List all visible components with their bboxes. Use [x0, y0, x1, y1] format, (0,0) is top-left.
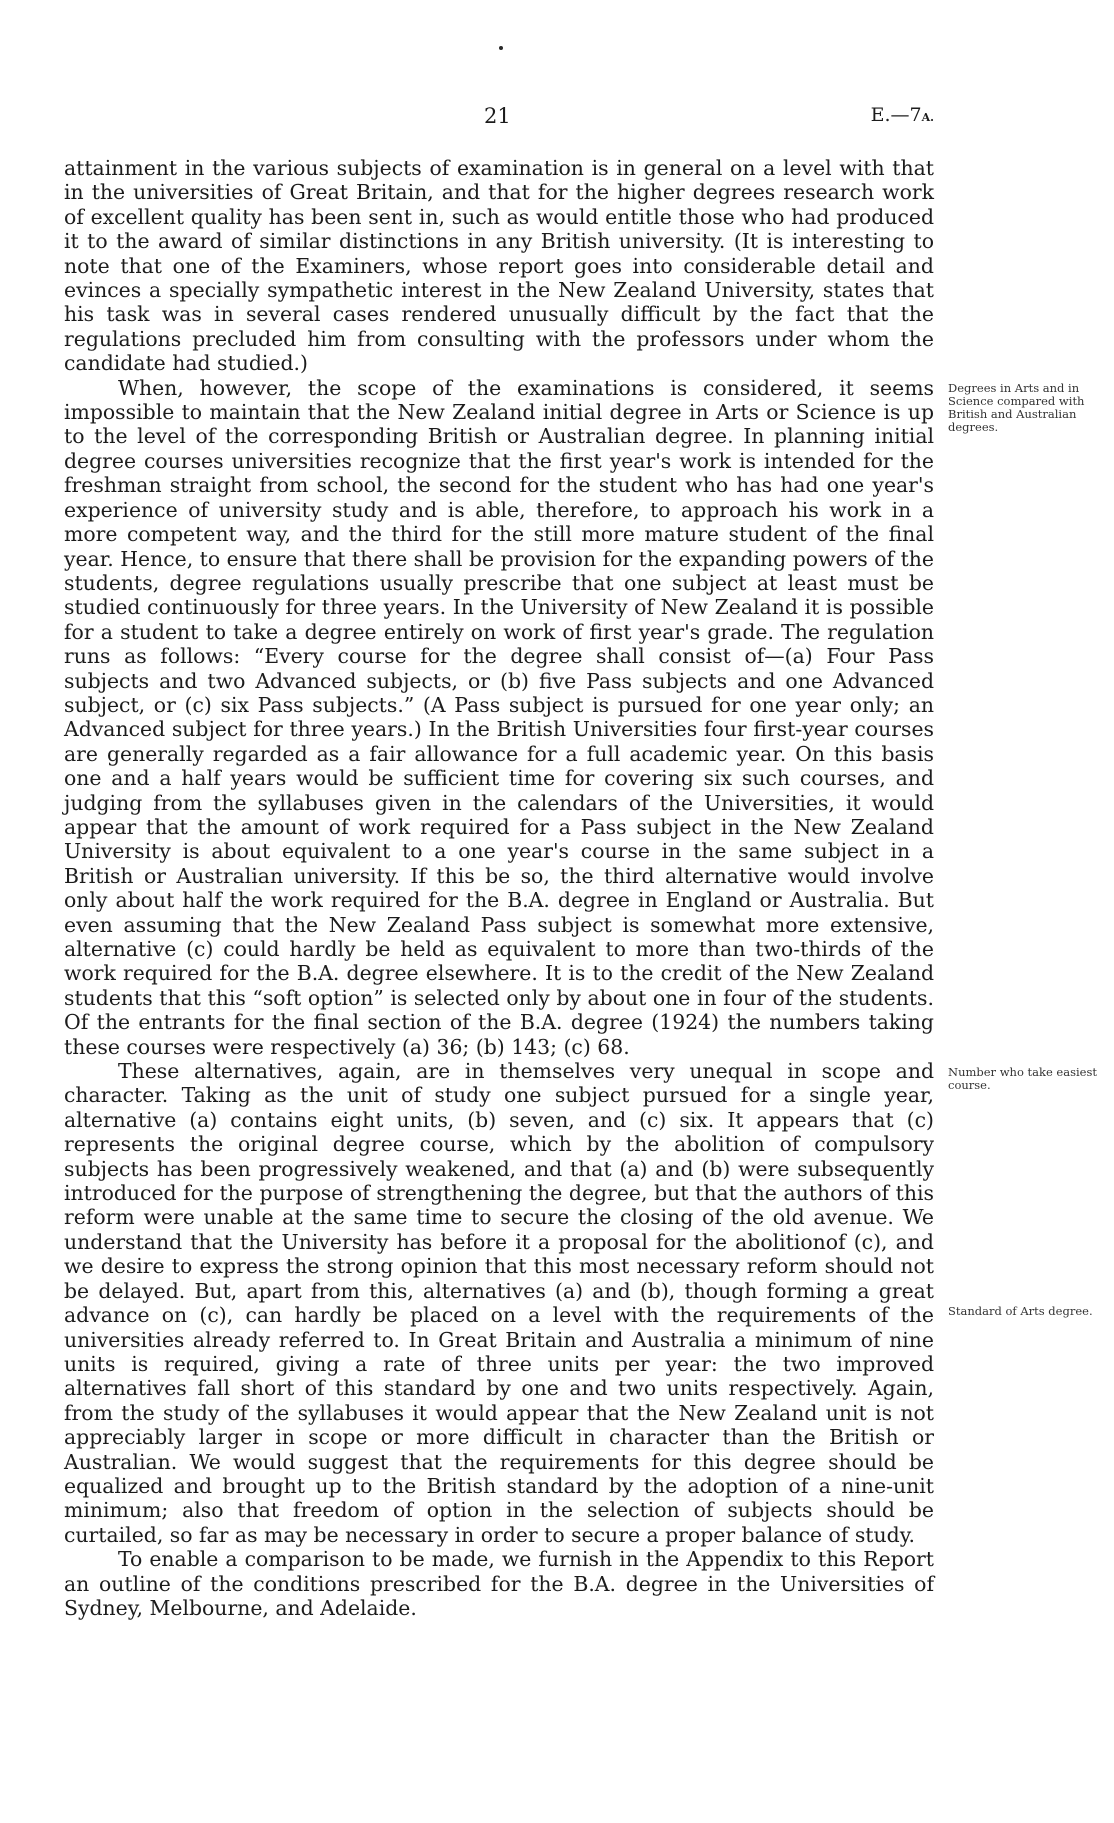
paragraph-attainment: attainment in the various subjects of examination is in general on a level with that in the universities of Great Britain, and that for the higher degrees research work of excellent quality has been sent in, such as would entitle those who had produced it to the award of similar distinctions in any British university. (It is interesting to note that one of the Examiners, whose report goes into considerable detail and evinces a specially sympathetic interest in the New Zealand University, states that his task was in several cases rendered unusually difficult by the fact that the regulations precluded him from consulting with the professors under whom the candidate had studied.)	[64, 156, 934, 376]
document-reference	[871, 104, 934, 126]
margin-note-standard-of-arts: Standard of Arts degree.	[948, 1304, 1093, 1318]
margin-note-easiest-course: Number who take easiest course.	[948, 1065, 1098, 1092]
paragraph-scope-of-examinations: When, however, the scope of the examinations is considered, it seems impossible to maintain that the New Zealand initial degree in Arts or Science is up to the level of the corresponding British or Australian degree. In planning initial degree courses universities recognize that the first year's work is intended for the freshman straight from school, the second for the student who has had one year's experience of university study and is able, therefore, to approach his work in a more competent way, and the third for the still more mature student of the final year. Hence, to ensure that there shall be provision for the expanding powers of the students, degree regulations usually prescribe that one subject at least must be studied continuously for three years. In the University of New Zealand it is possible for a student to take a degree entirely on work of first year's grade. The regulation runs as follows: “Every course for the degree shall consist of—(a) Four Pass subjects and two Advanced subjects, or (b) five Pass subjects and one Advanced subject, or (c) six Pass subjects.” (A Pass subject is pursued for one year only; an Advanced subject for three years.) In the British Universities four first-year courses are generally regarded as a fair allowance for a full academic year. On this basis one and a half years would be sufficient time for covering six such courses, and judging from the syllabuses given in the calendars of the Universities, it would appear that the amount of work required for a Pass subject in the New Zealand University is about equivalent to a one year's course in the same subject in a British or Australian university. If this be so, the third alternative would involve only about half the work required for the B.A. degree in England or Australia. But even assuming that the New Zealand Pass subject is somewhat more extensive, alternative (c) could hardly be held as equivalent to more than two-thirds of the work required for the B.A. degree elsewhere. It is to the credit of the New Zealand students that this “soft option” is selected only by about one in four of the students. Of the entrants for the final section of the B.A. degree (1924) the numbers taking these courses were respectively (a) 36; (b) 143; (c) 68.	[64, 375, 934, 1059]
page-header	[64, 104, 934, 134]
margin-note-degrees-compared: Degrees in Arts and in Science compared with British and Australian degrees.	[948, 381, 1085, 434]
top-dot-mark	[499, 46, 503, 50]
main-text-column	[64, 156, 934, 1620]
paragraph-comparison-appendix: To enable a comparison to be made, we furnish in the Appendix to this Report an outline of the conditions prescribed for the B.A. degree in the Universities of Sydney, Melbourne, and Adelaide.	[64, 1547, 934, 1620]
page-number: 21	[484, 104, 511, 128]
document-reference-main: E.—7	[870, 104, 922, 126]
paragraph-alternatives: These alternatives, again, are in themselves very unequal in scope and character. Taking as the unit of study one subject pursued for a single year, alternative (a) contains eight units, (b) seven, and (c) six. It appears that (c) represents the original degree course, which by the abolition of compulsory subjects has been progressively weakened, and that (a) and (b) were subsequently introduced for the purpose of strengthening the degree, but that the authors of this reform were unable at the same time to secure the closing of the old avenue. We understand that the University has before it a proposal for the abolitionof (c), and we desire to express the strong opinion that this most necessary reform should not be delayed. But, apart from this, alternatives (a) and (b), though forming a great advance on (c), can hardly be placed on a level with the requirements of the universities already referred to. In Great Britain and Australia a minimum of nine units is required, giving a rate of three units per year: the two improved alternatives fall short of this standard by one and two units respectively. Again, from the study of the syllabuses it would appear that the New Zealand unit is not appreciably larger in scope or more difficult in character than the British or Australian. We would suggest that the requirements for this degree should be equalized and brought up to the British standard by the adoption of a nine-unit minimum; also that freedom of option in the selection of subjects should be curtailed, so far as may be necessary in order to secure a proper balance of study.	[64, 1059, 934, 1547]
document-reference-suffix: A.	[921, 111, 934, 124]
